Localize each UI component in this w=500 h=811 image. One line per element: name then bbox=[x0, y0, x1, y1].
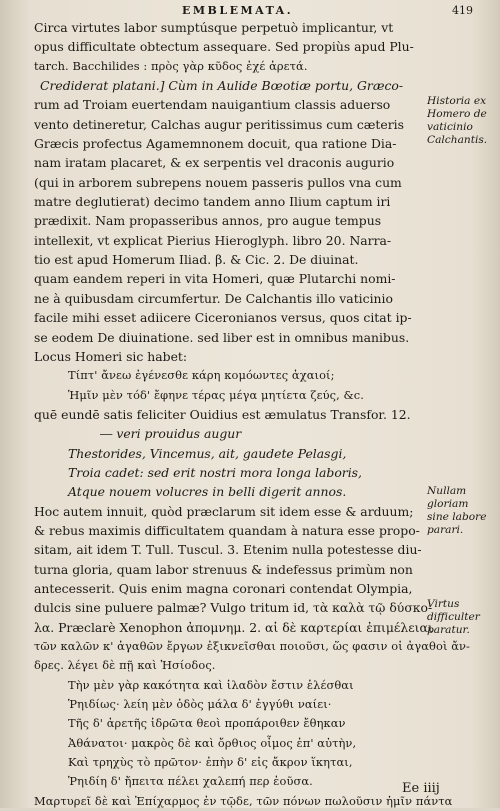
text-line: opus difficultate obtectum assequare. Sed propiùs apud Plu- bbox=[34, 39, 414, 55]
page-header bbox=[0, 4, 500, 18]
greek-verse-line: Τίπτ' ἄνεω ἐγένεσθε κάρη κομόωντες ἀχαιοί; bbox=[68, 368, 335, 383]
text-line: Circa virtutes labor sumptúsque perpetuò implicantur, vt bbox=[34, 20, 394, 35]
greek-verse-line: Ἀθάνατοι· μακρὸς δὲ καὶ ὄρθιος οἶμος ἐπ' αὐτὴν, bbox=[68, 735, 357, 750]
text-line: turna gloria, quam labor strenuus & indefessus primùm non bbox=[34, 561, 413, 577]
margin-note-gloria: Nullam gloriam sine labore parari. bbox=[427, 485, 487, 536]
text-line: vento detineretur, Calchas augur peritissimus cum cæteris bbox=[34, 116, 404, 132]
text-line: facile mihi esset adiicere Ciceronianos versus, quos citat ip- bbox=[34, 310, 412, 326]
text-line: matre deglutierat) decimo tandem anno Ilium captum iri bbox=[34, 194, 391, 210]
text-line: sitam, ait idem T. Tull. Tuscul. 3. Etenim nulla potestesse diu- bbox=[34, 542, 422, 558]
text-line: quē eundē satis feliciter Ouidius est æmulatus Transfor. 12. bbox=[34, 406, 411, 422]
text-line: Locus Homeri sic habet: bbox=[34, 348, 188, 364]
text-line: λα. Præclarè Xenophon ἀπομνημ. 2. αἱ δὲ καρτερίαι ἐπιμέλειαι bbox=[34, 619, 433, 635]
lemma-line: Crediderat platani.] Cùm in Aulide Bœotiæ portu, Græco- bbox=[40, 78, 404, 94]
text-line: dulcis sine puluere palmæ? Vulgo tritum id, τὰ καλὰ τῷ δύσκο- bbox=[34, 600, 433, 616]
running-head: EMBLEMATA. bbox=[182, 4, 294, 17]
text-line: tio est apud Homerum Iliad. β. & Cic. 2. De diuinat. bbox=[34, 252, 359, 268]
page-number: 419 bbox=[452, 4, 473, 17]
greek-verse-line: Τὴν μὲν γὰρ κακότητα καὶ ἰλαδὸν ἔστιν ἑλέσθαι bbox=[68, 677, 354, 692]
text-line: rum ad Troiam euertendam nauigantium classis aduerso bbox=[34, 97, 391, 113]
text-line: ne à quibusdam circumfertur. De Calchantis illo vaticinio bbox=[34, 290, 393, 306]
greek-text-line: τῶν καλῶν κ' ἀγαθῶν ἔργων ἐξικνεῖσθαι ποιοῦσι, ὥς φασιν οἱ ἀγαθοὶ ἄν- bbox=[34, 639, 471, 653]
text-line: intellexit, vt explicat Pierius Hieroglyph. libro 20. Narra- bbox=[34, 232, 392, 248]
text-line: tarch. Bacchilides : πρὸς γὰρ κῦδος ἐχέ ἀρετά. bbox=[34, 58, 308, 73]
greek-verse-line: Ῥηιδίως· λείη μὲν ὁδὸς μάλα δ' ἐγγύθι ναίει· bbox=[68, 697, 332, 712]
text-line: & rebus maximis difficultatem quandam à natura esse propo- bbox=[34, 522, 420, 538]
latin-verse-line: Thestorides, Vincemus, ait, gaudete Pelasgi, bbox=[68, 445, 347, 461]
text-line: Græcis profectus Agamemnonem docuit, qua ratione Dia- bbox=[34, 136, 397, 152]
margin-note-virtus: Virtus difficulter paratur. bbox=[427, 598, 480, 636]
text-line: quam eandem reperi in vita Homeri, quæ Plutarchi nomi- bbox=[34, 271, 396, 287]
margin-note-calchas: Historia ex Homero de vaticinio Calchantis. bbox=[427, 95, 488, 146]
greek-verse-line: Ῥηιδίη δ' ἤπειτα πέλει χαλεπή περ ἐοῦσα. bbox=[68, 774, 313, 789]
greek-verse-line: Καὶ τρηχὺς τὸ πρῶτον· ἐπὴν δ' εἰς ἄκρον ἵκηται, bbox=[68, 755, 353, 770]
text-line: antecesserit. Quis enim magna coronari contendat Olympia, bbox=[34, 580, 413, 596]
text-line: prædixit. Nam propasseribus annos, pro augue tempus bbox=[34, 213, 382, 229]
greek-text-line: δρες. λέγει δὲ πῇ καὶ Ἡσίοδος. bbox=[34, 658, 216, 673]
signature-mark: Ee iiij bbox=[402, 781, 440, 796]
text-line: nam iratam placaret, & ex serpentis vel draconis augurio bbox=[34, 155, 395, 171]
latin-verse-line: ― veri prouidus augur bbox=[100, 426, 242, 442]
latin-verse-line: Troia cadet: sed erit nostri mora longa laboris, bbox=[68, 464, 362, 480]
text-line: (qui in arborem subrepens nouem passeris pullos vna cum bbox=[34, 174, 402, 190]
greek-verse-line: Ἡμῖν μὲν τόδ' ἔφηνε τέρας μέγα μητίετα ζεύς, &c. bbox=[68, 387, 364, 402]
text-line: se eodem De diuinatione. sed liber est in omnibus manibus. bbox=[34, 329, 410, 345]
greek-verse-line: Τῆς δ' ἀρετῆς ἱδρῶτα θεοὶ προπάροιθεν ἔθηκαν bbox=[68, 716, 346, 731]
text-line: Hoc autem innuit, quòd præclarum sit idem esse & arduum; bbox=[34, 503, 414, 519]
latin-verse-line: Atque nouem volucres in belli digerit annos. bbox=[68, 484, 347, 500]
page-footer bbox=[0, 781, 500, 799]
greek-text-line: Μαρτυρεῖ δὲ καὶ Ἐπίχαρμος ἐν τῷδε, τῶν πόνων πωλοῦσιν ἡμῖν πάντα bbox=[34, 793, 453, 808]
